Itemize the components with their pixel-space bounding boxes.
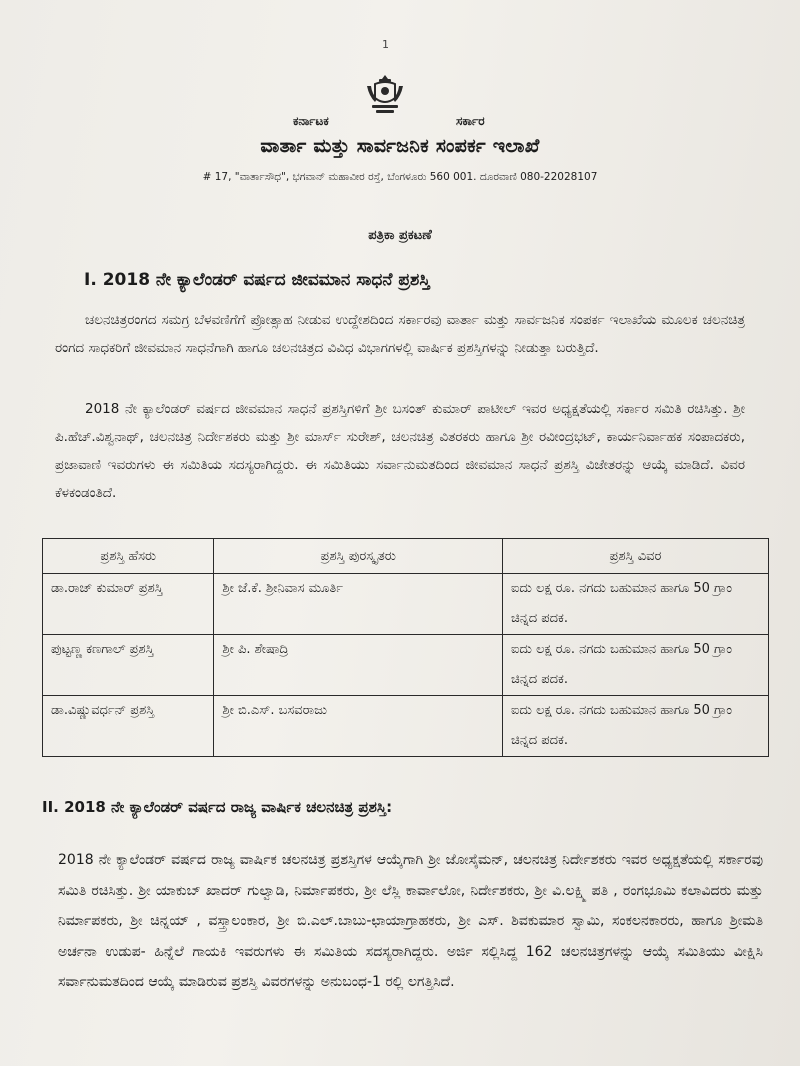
header-award-details: ಪ್ರಶಸ್ತಿ ವಿವರ: [503, 539, 769, 574]
section-2-heading: II. 2018 ನೇ ಕ್ಯಾಲೆಂಡರ್ ವರ್ಷದ ರಾಜ್ಯ ವಾರ್ಷಿಕ ಚಲನಚಿತ್ರ ಪ್ರಶಸ್ತಿ:: [42, 798, 393, 816]
award-details: ಐದು ಲಕ್ಷ ರೂ. ನಗದು ಬಹುಮಾನ ಹಾಗೂ 50 ಗ್ರಾಂ ಚಿನ್ನದ ಪದಕ.: [503, 635, 769, 696]
award-details: ಐದು ಲಕ್ಷ ರೂ. ನಗದು ಬಹುಮಾನ ಹಾಗೂ 50 ಗ್ರಾಂ ಚಿನ್ನದ ಪದಕ.: [503, 696, 769, 757]
table-row: [43, 574, 769, 635]
table-row: [43, 696, 769, 757]
header-award-name: ಪ್ರಶಸ್ತಿ ಹೆಸರು: [43, 539, 214, 574]
award-name: ಡಾ.ರಾಜ್ ಕುಮಾರ್ ಪ್ರಶಸ್ತಿ: [43, 574, 214, 635]
table-header-row: [43, 539, 769, 574]
award-name: ಪುಟ್ಟಣ್ಣ ಕಣಗಾಲ್ ಪ್ರಶಸ್ತಿ: [43, 635, 214, 696]
award-name: ಡಾ.ವಿಷ್ಣುವರ್ಧನ್ ಪ್ರಶಸ್ತಿ: [43, 696, 214, 757]
government-label: ಸರ್ಕಾರ: [456, 114, 485, 128]
award-winner: ಶ್ರೀ ಬಿ.ಎಸ್. ಬಸವರಾಜು: [214, 696, 503, 757]
page-number: 1: [382, 38, 389, 51]
table-row: [43, 635, 769, 696]
section-1-paragraph-1: ಚಲನಚಿತ್ರರಂಗದ ಸಮಗ್ರ ಬೆಳವಣಿಗೆಗೆ ಪ್ರೋತ್ಸಾಹ ನೀಡುವ ಉದ್ದೇಶದಿಂದ ಸರ್ಕಾರವು ವಾರ್ತಾ ಮತ್ತು ಸಾರ್ವಜನಿಕ ಸಂಪರ್ಕ ಇಲಾಖೆಯ ಮೂಲಕ ಚಲನಚಿತ್ರ ರಂಗದ ಸಾಧಕರಿಗೆ ಜೀವಮಾನ ಸಾಧನೆಗಾಗಿ ಹಾಗೂ ಚಲನಚಿತ್ರದ ವಿವಿಧ ವಿಭಾಗಗಳಲ್ಲಿ ವಾರ್ಷಿಕ ಪ್ರಶಸ್ತಿಗಳನ್ನು ನೀಡುತ್ತಾ ಬರುತ್ತಿದೆ.: [55, 312, 745, 356]
state-emblem-icon: [363, 72, 407, 116]
department-address: # 17, "ವಾರ್ತಾಸೌಧ", ಭಗವಾನ್ ಮಹಾವೀರ ರಸ್ತೆ, ಬೆಂಗಳೂರು 560 001. ದೂರವಾಣಿ 080-22028107: [202, 171, 598, 183]
section-1-heading: I. 2018 ನೇ ಕ್ಯಾಲೆಂಡರ್ ವರ್ಷದ ಜೀವಮಾನ ಸಾಧನೆ ಪ್ರಶಸ್ತಿ: [84, 270, 430, 290]
press-release-label: ಪತ್ರಿಕಾ ಪ್ರಕಟಣೆ: [368, 228, 432, 243]
state-name: ಕರ್ನಾಟಕ: [293, 114, 329, 128]
header-winner: ಪ್ರಶಸ್ತಿ ಪುರಸ್ಕೃತರು: [214, 539, 503, 574]
section-1-paragraph-2: 2018 ನೇ ಕ್ಯಾಲೆಂಡರ್ ವರ್ಷದ ಜೀವಮಾನ ಸಾಧನೆ ಪ್ರಶಸ್ತಿಗಳಿಗೆ ಶ್ರೀ ಬಸಂತ್ ಕುಮಾರ್ ಪಾಟೀಲ್ ಇವರ ಅಧ್ಯಕ್ಷತೆಯಲ್ಲಿ ಸರ್ಕಾರ ಸಮಿತಿ ರಚಿಸಿತ್ತು. ಶ್ರೀ ಪಿ.ಹೆಚ್.ವಿಶ್ವನಾಥ್, ಚಲನಚಿತ್ರ ನಿರ್ದೇಶಕರು ಮತ್ತು ಶ್ರೀ ಮಾರ್ಸ್ ಸುರೇಶ್, ಚಲನಚಿತ್ರ ವಿತರಕರು ಹಾಗೂ ಶ್ರೀ ರವೀಂದ್ರಭಟ್, ಕಾರ್ಯನಿರ್ವಾಹಕ ಸಂಪಾದಕರು, ಪ್ರಜಾವಾಣಿ ಇವರುಗಳು ಈ ಸಮಿತಿಯ ಸದಸ್ಯರಾಗಿದ್ದರು. ಈ ಸಮಿತಿಯು ಸರ್ವಾನುಮತದಿಂದ ಜೀವಮಾನ ಸಾಧನೆ ಪ್ರಶಸ್ತಿ ವಿಜೇತರನ್ನು ಆಯ್ಕೆ ಮಾಡಿದೆ. ವಿವರ ಕೆಳಕಂಡಂತಿದೆ.: [55, 401, 745, 501]
awards-table: [42, 538, 769, 757]
award-winner: ಶ್ರೀ ಪಿ. ಶೇಷಾದ್ರಿ: [214, 635, 503, 696]
award-details: ಐದು ಲಕ್ಷ ರೂ. ನಗದು ಬಹುಮಾನ ಹಾಗೂ 50 ಗ್ರಾಂ ಚಿನ್ನದ ಪದಕ.: [503, 574, 769, 635]
section-2-paragraph: 2018 ನೇ ಕ್ಯಾಲೆಂಡರ್ ವರ್ಷದ ರಾಜ್ಯ ವಾರ್ಷಿಕ ಚಲನಚಿತ್ರ ಪ್ರಶಸ್ತಿಗಳ ಆಯ್ಕೆಗಾಗಿ ಶ್ರೀ ಜೋಸೈಮನ್, ಚಲನಚಿತ್ರ ನಿರ್ದೇಶಕರು ಇವರ ಅಧ್ಯಕ್ಷತೆಯಲ್ಲಿ ಸರ್ಕಾರವು ಸಮಿತಿ ರಚಿಸಿತ್ತು. ಶ್ರೀ ಯಾಕುಬ್ ಖಾದರ್ ಗುಲ್ವಾಡಿ, ನಿರ್ಮಾಪಕರು, ಶ್ರೀ ಲೆಸ್ಲಿ ಕಾರ್ವಾಲೋ, ನಿರ್ದೇಶಕರು, ಶ್ರೀ ವಿ.ಲಕ್ಷ್ಮಿ ಪತಿ , ರಂಗಭೂಮಿ ಕಲಾವಿದರು ಮತ್ತು ನಿರ್ಮಾಪಕರು, ಶ್ರೀ ಚಿನ್ನಯ್ , ವಸ್ತ್ರಾಲಂಕಾರ, ಶ್ರೀ ಬಿ.ಎಲ್.ಬಾಬು-ಛಾಯಾಗ್ರಾಹಕರು, ಶ್ರೀ ಎಸ್. ಶಿವಕುಮಾರ ಸ್ವಾಮಿ, ಸಂಕಲನಕಾರರು, ಹಾಗೂ ಶ್ರೀಮತಿ ಅರ್ಚನಾ ಉಡುಪ- ಹಿನ್ನೆಲೆ ಗಾಯಕಿ ಇವರುಗಳು ಈ ಸಮಿತಿಯ ಸದಸ್ಯರಾಗಿದ್ದರು. ಅರ್ಜಿ ಸಲ್ಲಿಸಿದ್ದ 162 ಚಲನಚಿತ್ರಗಳನ್ನು ಆಯ್ಕೆ ಸಮಿತಿಯು ವೀಕ್ಷಿಸಿ ಸರ್ವಾನುಮತದಿಂದ ಆಯ್ಕೆ ಮಾಡಿರುವ ಪ್ರಶಸ್ತಿ ವಿವರಗಳನ್ನು ಅನುಬಂಧ-1 ರಲ್ಲಿ ಲಗತ್ತಿಸಿದೆ.: [58, 852, 763, 990]
award-winner: ಶ್ರೀ ಜೆ.ಕೆ. ಶ್ರೀನಿವಾಸ ಮೂರ್ತಿ: [214, 574, 503, 635]
department-title: ವಾರ್ತಾ ಮತ್ತು ಸಾರ್ವಜನಿಕ ಸಂಪರ್ಕ ಇಲಾಖೆ: [260, 135, 540, 157]
